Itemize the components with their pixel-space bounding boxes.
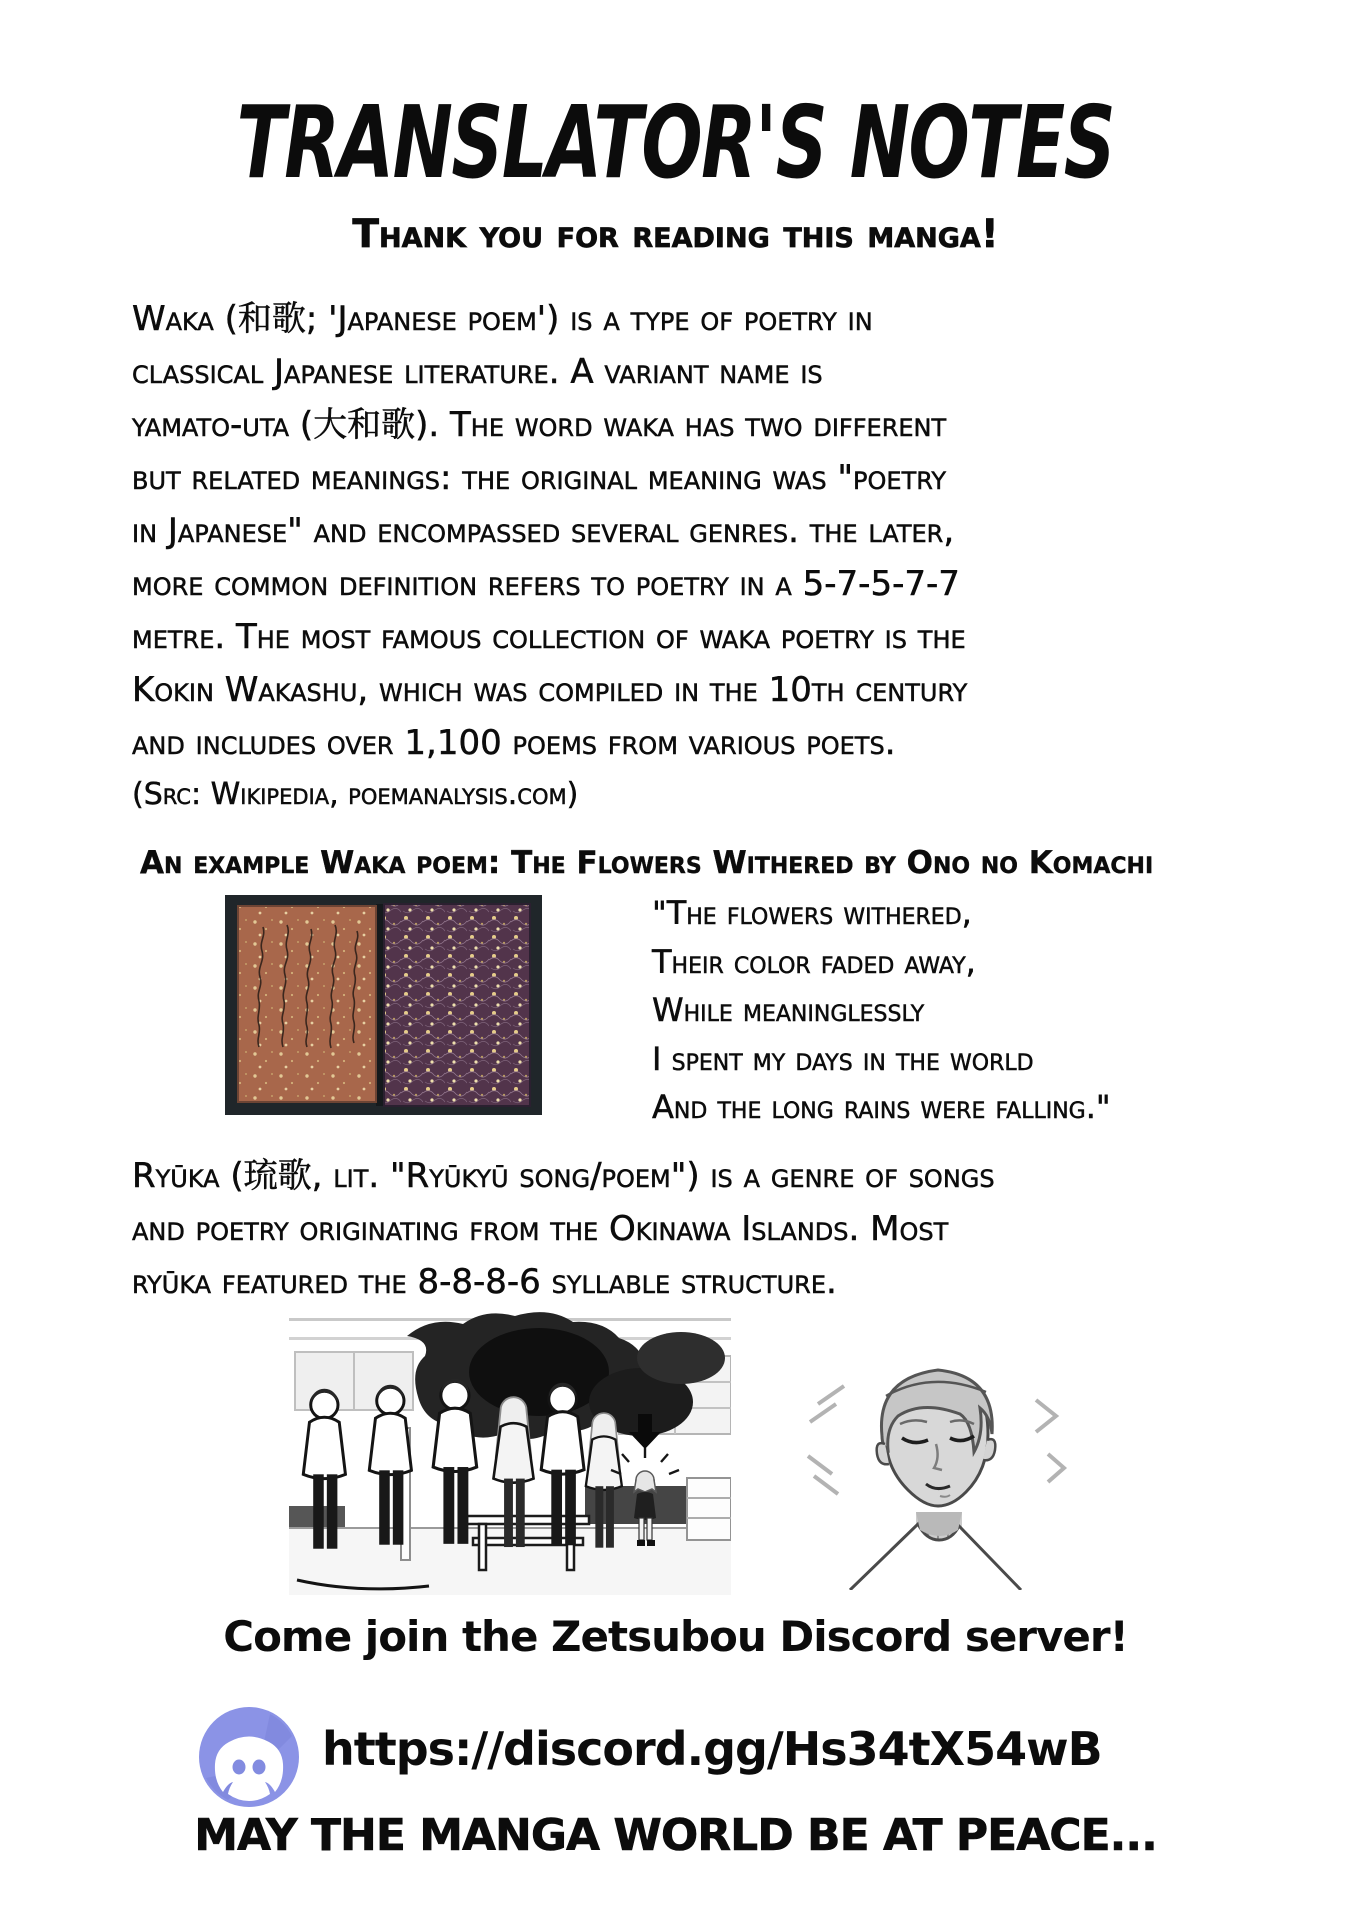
ryuka-line: ryūka featured the 8-8-8-6 syllable structure. [132,1262,837,1302]
example-poem [652,889,1111,1132]
waka-line: but related meanings: the original meaning was "poetry [132,458,947,498]
example-poem-heading: An example Waka poem: The Flowers Withered by Ono no Komachi [140,845,1154,881]
waka-line: in Japanese" and encompassed several genres. the later, [132,511,955,551]
poem-line: Their color faded away, [652,942,976,981]
waka-paragraph [132,293,1292,820]
source-credit: (Src: Wikipedia, poemanalysis.com) [132,777,579,812]
page-subtitle: Thank you for reading this manga! [352,212,999,257]
waka-line: yamato-uta (大和歌). The word waka has two different [132,405,947,445]
discord-invite-text: Come join the Zetsubou Discord server! [223,1612,1128,1661]
waka-line: Kokin Wakashu, which was compiled in the 10th century [132,670,968,710]
waka-manuscript-photo [225,895,542,1115]
poem-line: And the long rains were falling." [652,1088,1111,1126]
discord-invite-url: https://discord.gg/Hs34tX54wB [322,1722,1102,1776]
waka-line: and includes over 1,100 poems from various poets. [132,723,896,763]
farewell-text: MAY THE MANGA WORLD BE AT PEACE... [194,1810,1157,1861]
waka-line: metre. The most famous collection of waka poetry is the [132,617,966,657]
discord-icon [198,1706,300,1808]
page-title-wrap [0,84,1351,201]
page-title: TRANSLATOR'S NOTES [236,84,1115,201]
poem-line: While meaninglessly [652,991,925,1029]
ryuka-paragraph [132,1150,1312,1309]
manga-panel-queue [289,1310,731,1595]
ryuka-line: and poetry originating from the Okinawa Islands. Most [132,1209,949,1249]
poem-line: I spent my days in the world [652,1039,1034,1078]
waka-line: classical Japanese literature. A variant name is [132,352,823,392]
manga-panel-face [790,1326,1080,1590]
poem-line: "The flowers withered, [652,894,972,932]
waka-line: Waka (和歌; 'Japanese poem') is a type of poetry in [132,299,873,339]
ryuka-line: Ryūka (琉歌, lit. "Ryūkyū song/poem") is a genre of songs [132,1156,995,1196]
waka-line: more common definition refers to poetry in a 5-7-5-7-7 [132,564,960,604]
